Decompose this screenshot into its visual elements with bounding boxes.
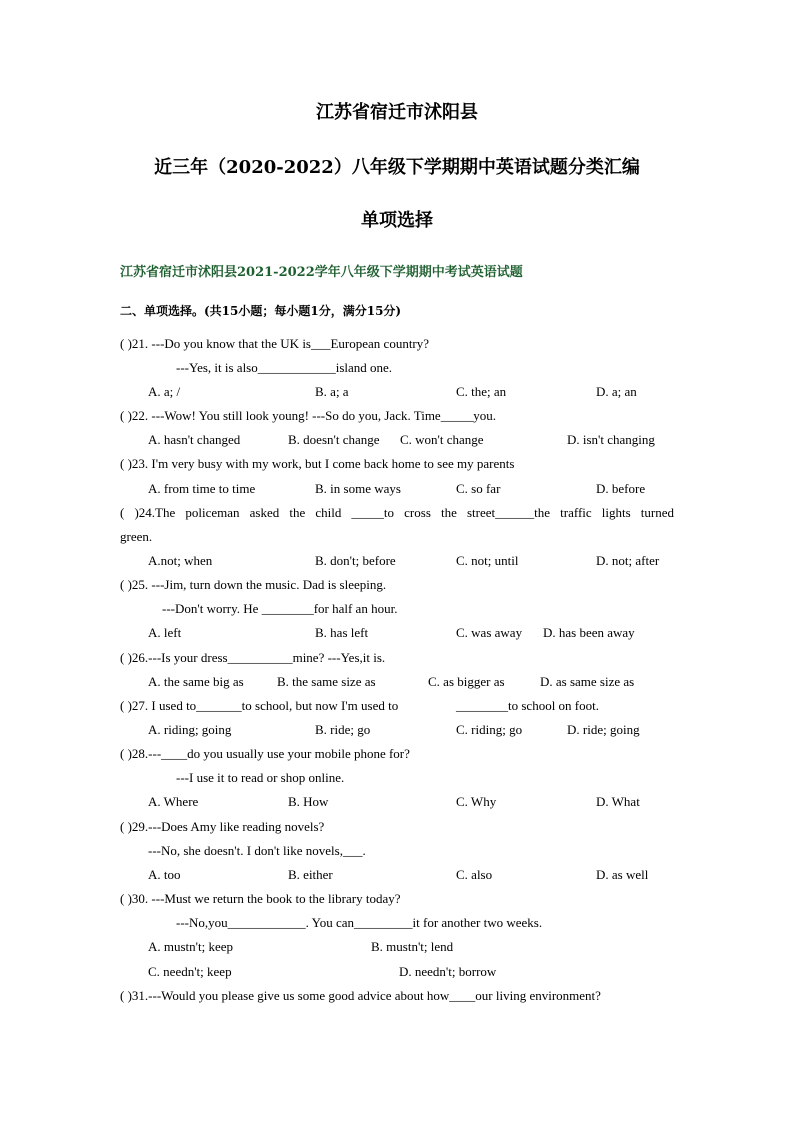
question-21-option-c: C. the; an — [456, 384, 507, 399]
question-21-option-b: B. a; a — [315, 384, 349, 399]
question-22-option-b: B. doesn't change — [288, 432, 380, 447]
question-26-stem: ( )26.---Is your dress__________mine? ---Yes,it is. — [120, 650, 386, 665]
question-28-stem: ( )28.---____do you usually use your mobile phone for? — [120, 746, 410, 761]
question-28-reply: ---I use it to read or shop online. — [176, 770, 345, 785]
question-24-option-a: A.not; when — [148, 553, 213, 568]
exam-source-title: 江苏省宿迁市沭阳县2021-2022学年八年级下学期期中考试英语试题 — [120, 265, 523, 280]
question-27-option-a: A. riding; going — [148, 722, 232, 737]
question-29-option-d: D. as well — [596, 867, 649, 882]
question-25-option-a: A. left — [148, 625, 182, 640]
question-24-stem: ( )24.The policeman asked the child _____to cross the street______the traffic lights turned — [120, 505, 674, 520]
question-30-stem: ( )30. ---Must we return the book to the library today? — [120, 891, 401, 906]
question-29-stem: ( )29.---Does Amy like reading novels? — [120, 819, 325, 834]
question-27-stem-end: ________to school on foot. — [456, 698, 599, 713]
question-22-stem: ( )22. ---Wow! You still look young! ---So do you, Jack. Time_____you. — [120, 408, 496, 423]
question-23-option-d: D. before — [596, 481, 646, 496]
question-29-option-c: C. also — [456, 867, 493, 882]
question-28-option-b: B. How — [288, 794, 329, 809]
question-21-stem: ( )21. ---Do you know that the UK is___European country? — [120, 336, 430, 351]
question-25-reply: ---Don't worry. He ________for half an hour. — [162, 601, 398, 616]
question-26-option-c: C. as bigger as — [428, 674, 505, 689]
question-31-stem: ( )31.---Would you please give us some good advice about how____our living environment? — [120, 988, 601, 1003]
question-21-option-d: D. a; an — [596, 384, 637, 399]
question-24-option-c: C. not; until — [456, 553, 519, 568]
question-21-reply: ---Yes, it is also____________island one. — [176, 360, 393, 375]
question-26-option-d: D. as same size as — [540, 674, 635, 689]
question-30-option-a: A. mustn't; keep — [148, 939, 234, 954]
question-30-reply: ---No,you____________. You can_________it for another two weeks. — [176, 915, 543, 930]
question-22-option-a: A. hasn't changed — [148, 432, 241, 447]
question-21-option-a: A. a; / — [148, 384, 181, 399]
question-23-option-c: C. so far — [456, 481, 501, 496]
question-22-option-d: D. isn't changing — [567, 432, 655, 447]
question-25-stem: ( )25. ---Jim, turn down the music. Dad is sleeping. — [120, 577, 387, 592]
question-24-option-b: B. don't; before — [315, 553, 396, 568]
question-23-option-b: B. in some ways — [315, 481, 401, 496]
question-22-option-c: C. won't change — [400, 432, 484, 447]
question-27-option-b: B. ride; go — [315, 722, 371, 737]
question-25-option-d: D. has been away — [543, 625, 635, 640]
document-title-main: 近三年（2020-2022）八年级下学期期中英语试题分类汇编 — [154, 157, 640, 178]
question-29-reply: ---No, she doesn't. I don't like novels,___. — [148, 843, 366, 858]
question-30-option-c: C. needn't; keep — [148, 964, 232, 979]
question-25-option-c: C. was away — [456, 625, 523, 640]
question-26-option-b: B. the same size as — [277, 674, 376, 689]
document-title-section: 单项选择 — [361, 210, 433, 231]
question-29-option-a: A. too — [148, 867, 181, 882]
question-30-option-d: D. needn't; borrow — [399, 964, 497, 979]
section-heading: 二、单项选择。(共15小题；每小题1分，满分15分) — [120, 304, 402, 318]
question-27-stem: ( )27. I used to_______to school, but now I'm used to — [120, 698, 399, 713]
question-26-option-a: A. the same big as — [148, 674, 244, 689]
document-title-region: 江苏省宿迁市沭阳县 — [316, 102, 478, 123]
question-25-option-b: B. has left — [315, 625, 369, 640]
question-23-stem: ( )23. I'm very busy with my work, but I come back home to see my parents — [120, 456, 515, 471]
question-24-option-d: D. not; after — [596, 553, 660, 568]
question-28-option-d: D. What — [596, 794, 640, 809]
question-29-option-b: B. either — [288, 867, 333, 882]
question-28-option-a: A. Where — [148, 794, 199, 809]
question-28-option-c: C. Why — [456, 794, 497, 809]
question-24-continuation: green. — [120, 529, 153, 544]
question-23-option-a: A. from time to time — [148, 481, 256, 496]
question-30-option-b: B. mustn't; lend — [371, 939, 454, 954]
question-27-option-c: C. riding; go — [456, 722, 523, 737]
question-27-option-d: D. ride; going — [567, 722, 640, 737]
